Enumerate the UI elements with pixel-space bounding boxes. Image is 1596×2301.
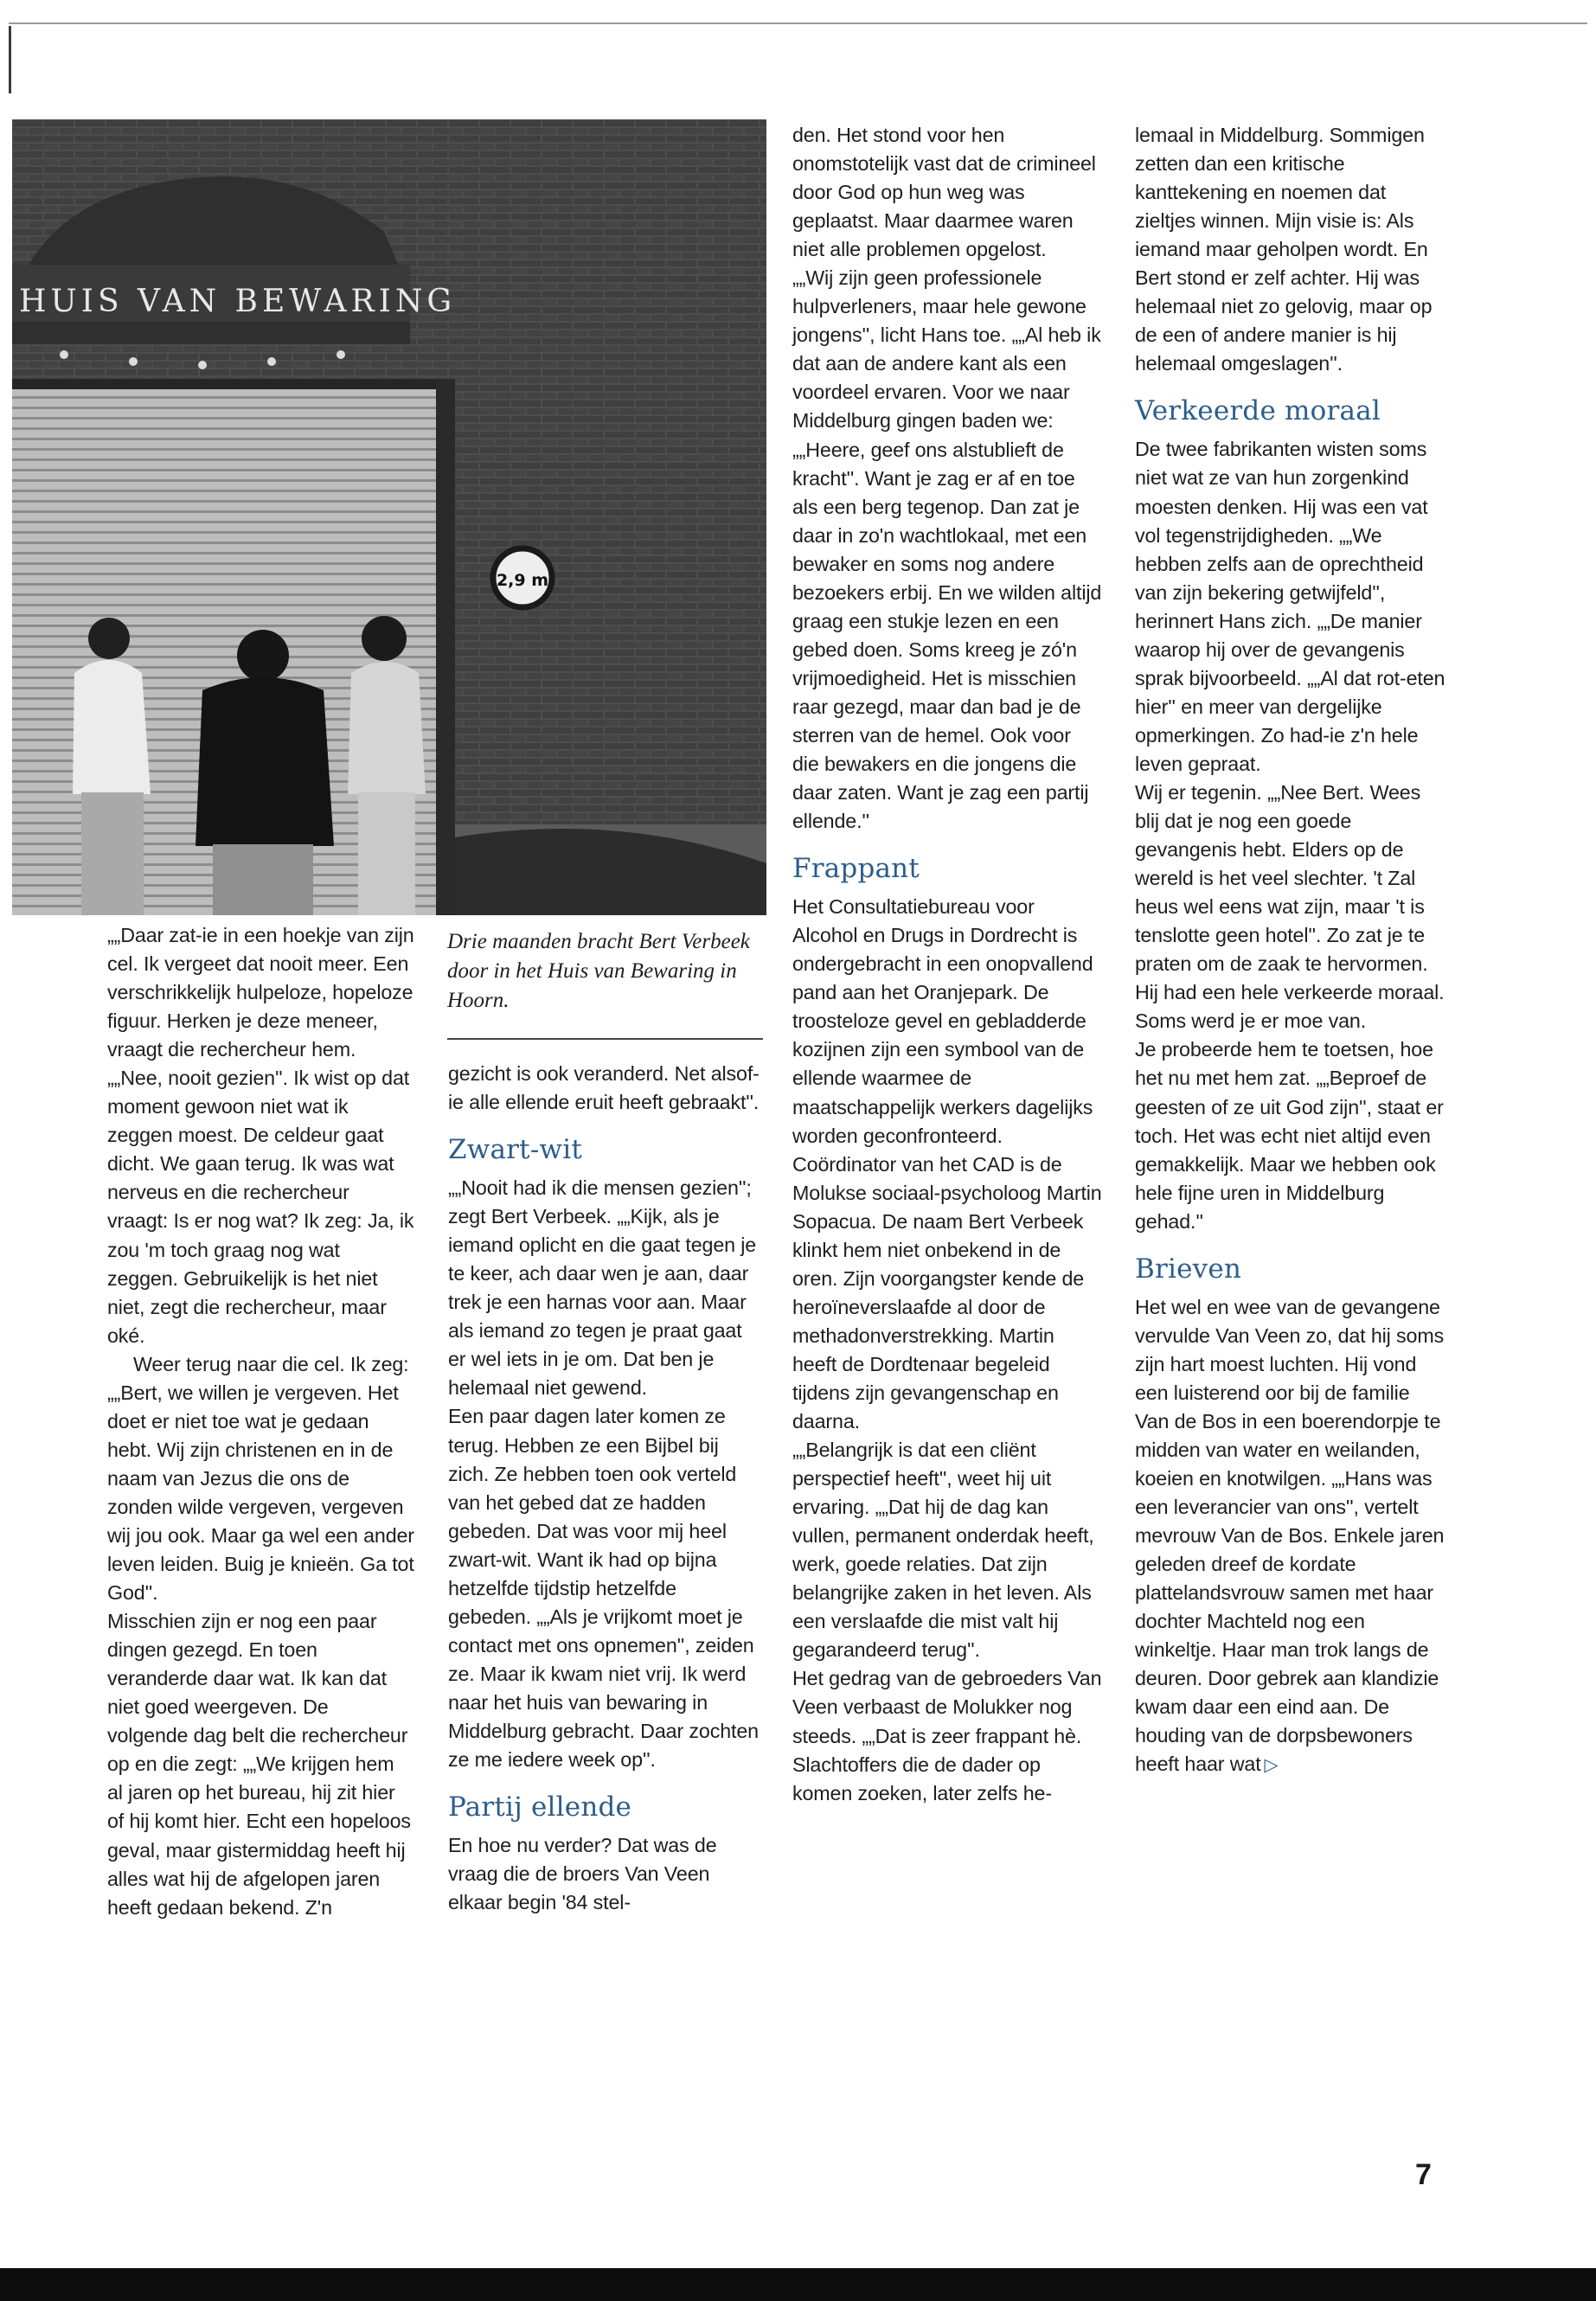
col3-paragraph-2: „„Wij zijn geen professionele hulpverleners, maar hele gewone jongens'', licht Hans toe. „„Al heb ik dat aan de andere kant als een voordeel ervaren. Voor we naar Middelburg gingen baden we: „„Heere, geef ons alstublieft de kracht''. Want je zag er af en toe als een berg tegenop. Dan zat je daar in zo'n wachtlokaal, met een bewaker en soms nog andere bezoekers erbij. En we wilden altijd graag een stukje lezen en een gebed doen. Soms kreeg je zó'n vrijmoedigheid. Het is misschien raar gezegd, maar dan bad je de sterren van de hemel. Ook voor die bewakers en die jongens die daar zaten. Want je zag een partij ellende.'' [792,266,1102,833]
photo-caption: Drie maanden bracht Bert Verbeek door in het Huis van Bewaring in Hoorn. [447,930,750,1012]
caption-rule [447,1038,763,1040]
page-number: 7 [1415,2158,1432,2191]
col2-intro: gezicht is ook veranderd. Net alsof-ie alle ellende eruit heeft gebraakt''. [448,1062,760,1114]
photo-height-sign: 2,9 m [496,571,549,590]
col3-frappant-paragraph-4: Het gedrag van de gebroeders Van Veen verbaast de Molukker nog steeds. „„Dat is zeer frappant hè. Slachtoffers die de dader op komen zoeken, later zelfs he- [792,1667,1102,1804]
col2-zwart-paragraph-1: „„Nooit had ik die mensen gezien''; zegt Bert Verbeek. „„Kijk, als je iemand oplicht en die gaat tegen je te keer, ach daar wen je aan, daar trek je een harnas voor aan. Maar als iemand zo tegen je praat gaat er wel iets in je om. Dat ben je helemaal niet gewend. [448,1176,757,1400]
article-photo [12,119,766,915]
col4-verkeerde-paragraph-2: Wij er tegenin. „„Nee Bert. Wees blij dat je nog een goede gevangenis hebt. Elders op de wereld is het veel slechter. 't Zal heus wel eens wat zijn, maar 't is tenslotte geen hotel''. Zo zat je te praten om de zaak te hervormen. Hij had een hele verkeerde moraal. Soms werd je er moe van. [1135,780,1445,1033]
heading-frappant: Frappant [792,853,920,885]
col4-brieven-text: Het wel en wee van de gevangene vervulde Van Veen zo, dat hij soms zijn hart moest luchten. Hij vond een luisterend oor bij de familie Van de Bos in een boerendorpje te midden van water en weilanden, koeien en knotwilgen. „„Hans was een leverancier van ons'', vertelt mevrouw Van de Bos. Enkele jaren geleden dreef de kordate plattelandsvrouw samen met haar dochter Machteld nog een winkeltje. Haar man trok langs de deuren. Door gebrek aan klandizie kwam daar een eind aan. De houding van de dorpsbewoners heeft haar wat [1135,1295,1445,1776]
col3-frappant-paragraph-2: Coördinator van het CAD is de Molukse sociaal-psycholoog Martin Sopacua. De naam Bert Verbeek klinkt hem niet onbekend in de oren. Zijn voorgangster kende de heroïneverslaafde al door de methadonverstrekking. Martin heeft de Dordtenaar begeleid tijdens zijn gevangenschap en daarna. [792,1152,1102,1433]
photo-caption-box [447,927,763,1040]
continue-arrow-icon: ▷ [1264,1755,1279,1776]
photo-building-sign: HUIS VAN BEWARING [19,284,457,319]
column-2 [448,1060,761,1917]
bottom-bar [0,2268,1596,2301]
col4-brieven-paragraph [1135,1293,1446,1780]
col4-paragraph-1: lemaal in Middelburg. Sommigen zetten dan een kritische kanttekening en noemen dat zieltjes winnen. Mijn visie is: Als iemand maar geholpen wordt. En Bert stond er zelf achter. Hij was helemaal niet zo gelovig, maar op de een of andere manier is hij helemaal omgeslagen''. [1135,124,1433,375]
column-4 [1135,121,1446,1780]
col1-paragraph-2: Weer terug naar die cel. Ik zeg: „„Bert, we willen je vergeven. Het doet er niet toe wat je gedaan hebt. Wij zijn christenen en in de naam van Jezus die ons de zonden wilde vergeven, vergeven wij jou ook. Maar ga wel een ander leven leiden. Buig je knieën. Ga tot God''. [107,1352,414,1605]
top-rule [9,22,1587,24]
col2-zwart-paragraph-2: Een paar dagen later komen ze terug. Hebben ze een Bijbel bij zich. Ze hebben toen ook verteld van het gebed dat ze hadden gebeden. Dat was voor mij heel zwart-wit. Want ik had op bijna hetzelfde tijdstip hetzelfde gebeden. „„Als je vrijkomt moet je contact met ons opnemen'', zeiden ze. Maar ik kwam niet vrij. Ik werd naar het huis van bewaring in Middelburg gebracht. Daar zochten ze me iedere week op''. [448,1405,759,1772]
col2-partij-paragraph: En hoe nu verder? Dat was de vraag die de broers Van Veen elkaar begin '84 stel- [448,1834,717,1914]
heading-brieven: Brieven [1135,1253,1242,1285]
col4-verkeerde-paragraph-3: Je probeerde hem te toetsen, hoe het nu met hem zat. „„Beproef de geesten of ze uit God zijn'', staat er toch. Het was echt niet altijd even gemakkelijk. Maar we hebben ook hele fijne uren in Middelburg gehad.'' [1135,1038,1444,1233]
heading-zwart-wit: Zwart-wit [448,1134,583,1166]
heading-partij-ellende: Partij ellende [448,1791,632,1823]
heading-verkeerde-moraal: Verkeerde moraal [1135,395,1381,427]
col3-frappant-paragraph-3: „„Belangrijk is dat een cliënt perspectief heeft'', weet hij uit ervaring. „„Dat hij de dag kan vullen, permanent onderdak heeft, werk, goede relaties. Dat zijn belangrijke zaken in het leven. Als een verslaafde die mist valt hij gegarandeerd terug''. [792,1439,1094,1662]
col3-paragraph-1: den. Het stond voor hen onomstotelijk vast dat de crimineel door God op hun weg was geplaatst. Maar daarmee waren niet alle problemen opgelost. [792,124,1096,261]
col3-frappant-paragraph-1: Het Consultatiebureau voor Alcohol en Drugs in Dordrecht is ondergebracht in een onopvallend pand aan het Oranjepark. De troosteloze gevel en gebladderde kozijnen zijn een symbool van de ellende waarmee de maatschappelijk werkers dagelijks worden geconfronteerd. [792,895,1093,1147]
column-1 [107,921,414,1922]
left-margin-rule [9,26,11,93]
col1-paragraph-3: Misschien zijn er nog een paar dingen gezegd. En toen veranderde daar wat. Ik kan dat niet goed weergeven. De volgende dag belt die rechercheur op en die zegt: „„We krijgen hem al jaren op het bureau, hij zit hier of hij komt hier. Echt een hopeloos geval, maar gistermiddag heeft hij alles wat hij de afgelopen jaren heeft gedaan bekend. Z'n [107,1610,411,1919]
col4-verkeerde-paragraph-1: De twee fabrikanten wisten soms niet wat ze van hun zorgenkind moesten denken. Hij was een vat vol tegenstrijdigheden. „„We hebben zelfs aan de oprechtheid van zijn bekering getwijfeld'', herinnert Hans zich. „„De manier waarop hij over de gevangenis sprak bijvoorbeeld. „„Al dat rot-eten hier'' en meer van dergelijke opmerkingen. Zo had-ie z'n hele leven gepraat. [1135,438,1445,775]
column-3 [792,121,1102,1808]
col1-paragraph-1: „„Daar zat-ie in een hoekje van zijn cel. Ik vergeet dat nooit meer. Een verschrikkelijk hulpeloze, hopeloze figuur. Herken je deze meneer, vraagt die rechercheur hem. „„Nee, nooit gezien''. Ik wist op dat moment gewoon niet wat ik zeggen moest. De celdeur gaat dicht. We gaan terug. Ik was wat nerveus en die rechercheur vraagt: Is er nog wat? Ik zeg: Ja, ik zou 'm toch graag nog wat zeggen. Gebruikelijk is het niet niet, zegt die rechercheur, maar oké. [107,924,414,1347]
